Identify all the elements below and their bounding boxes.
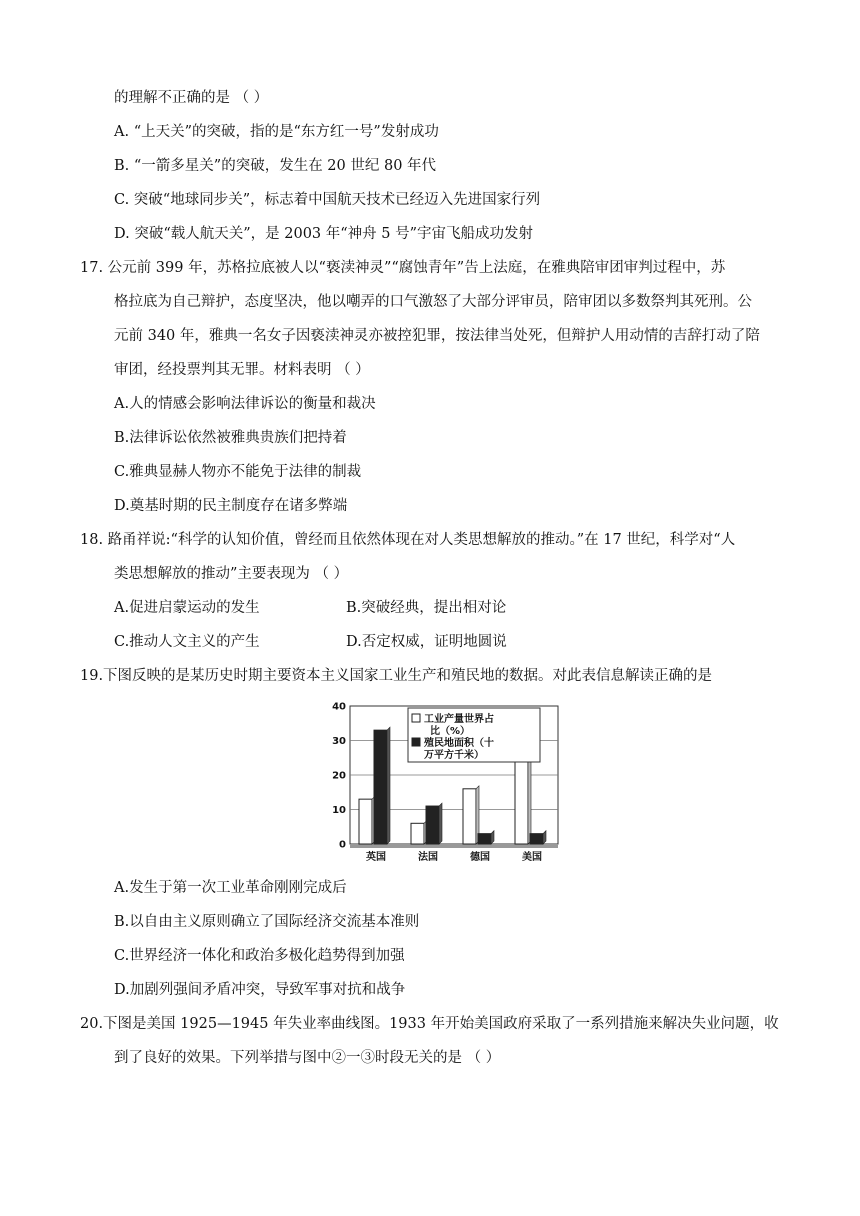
q19-option-b: B.以自由主义原则确立了国际经济交流基本准则 — [114, 914, 420, 930]
q16-option-c: C. 突破“地球同步关”，标志着中国航天技术已经迈入先进国家行列 — [114, 192, 541, 208]
q17-stem-line-3: 元前 340 年，雅典一名女子因亵渎神灵亦被控犯罪，按法律当处死，但辩护人用动情的吉辞打动了陪 — [114, 328, 760, 344]
q17-option-c: C.雅典显赫人物亦不能免于法律的制裁 — [114, 464, 362, 480]
bar-colony-1 — [426, 806, 439, 844]
bar-side-0-1 — [387, 727, 390, 844]
bar-industry-2 — [463, 789, 476, 844]
q19-option-a: A.发生于第一次工业革命刚刚完成后 — [114, 880, 347, 896]
chart-floor — [350, 844, 558, 848]
q18-option-d: D.否定权威，证明地圆说 — [346, 634, 507, 650]
x-category-label: 英国 — [366, 852, 386, 863]
legend-swatch-1 — [412, 738, 420, 746]
bar-colony-0 — [374, 730, 387, 844]
legend-label-1-0: 殖民地面积（十 — [424, 738, 494, 749]
q20-stem-line-1: 20.下图是美国 1925—1945 年失业率曲线图。1933 年开始美国政府采取了一系列措施来解决失业问题，收 — [80, 1016, 779, 1032]
q16-option-b: B. “一箭多星关”的突破，发生在 20 世纪 80 年代 — [114, 158, 437, 174]
q18-option-b: B.突破经典，提出相对论 — [346, 600, 507, 616]
q18-option-a: A.促进启蒙运动的发生 — [114, 600, 260, 616]
y-tick-label: 40 — [332, 701, 346, 713]
bar-side-1-1 — [439, 803, 442, 844]
q16-stem-tail: 的理解不正确的是 （ ） — [114, 90, 269, 106]
bar-industry-0 — [359, 799, 372, 844]
q17-option-d: D.奠基时期的民主制度存在诸多弊端 — [114, 498, 348, 514]
q17-stem-line-1: 17. 公元前 399 年，苏格拉底被人以“亵渎神灵”“腐蚀青年”告上法庭，在雅典陪审团审判过程中，苏 — [80, 260, 726, 276]
q19-stem: 19.下图反映的是某历史时期主要资本主义国家工业生产和殖民地的数据。对此表信息解读正确的是 — [80, 668, 713, 684]
bar-industry-1 — [411, 823, 424, 844]
legend-label-0-1: 比（%） — [430, 726, 471, 737]
legend-swatch-0 — [412, 714, 420, 722]
q20-stem-line-2: 到了良好的效果。下列举措与图中②一③时段无关的是 （ ） — [114, 1050, 501, 1066]
q17-option-b: B.法律诉讼依然被雅典贵族们把持着 — [114, 430, 347, 446]
x-category-label: 法国 — [418, 852, 438, 863]
q19-bar-chart — [326, 696, 566, 864]
y-tick-label: 0 — [339, 839, 346, 851]
x-category-label: 美国 — [522, 852, 542, 863]
legend-label-1-1: 万平方千米） — [424, 750, 484, 761]
q16-option-d: D. 突破“载人航天关”，是 2003 年“神舟 5 号”宇宙飞船成功发射 — [114, 226, 534, 242]
x-category-label: 德国 — [470, 852, 490, 863]
bar-colony-2 — [478, 834, 491, 844]
q19-option-d: D.加剧列强间矛盾冲突，导致军事对抗和战争 — [114, 982, 406, 998]
q16-option-a: A. “上天关”的突破，指的是“东方红一号”发射成功 — [114, 124, 439, 140]
legend-label-0-0: 工业产量世界占 — [424, 714, 494, 725]
y-tick-label: 10 — [332, 805, 346, 816]
q17-option-a: A.人的情感会影响法律诉讼的衡量和裁决 — [114, 396, 376, 412]
q19-option-c: C.世界经济一体化和政治多极化趋势得到加强 — [114, 948, 405, 964]
y-tick-label: 20 — [332, 770, 346, 782]
q17-stem-line-2: 格拉底为自己辩护，态度坚决，他以嘲弄的口气激怒了大部分评审员，陪审团以多数祭判其死刑。公 — [114, 294, 752, 310]
q17-stem-line-4: 审团，经投票判其无罪。材料表明 （ ） — [114, 362, 370, 378]
q18-option-c: C.推动人文主义的产生 — [114, 634, 260, 650]
q18-stem-line-2: 类思想解放的推动”主要表现为 （ ） — [114, 566, 349, 582]
bar-colony-3 — [530, 834, 543, 844]
q18-stem-line-1: 18. 路甬祥说:“科学的认知价值，曾经而且依然体现在对人类思想解放的推动。”在 17 世纪，科学对“人 — [80, 532, 736, 548]
y-tick-label: 30 — [332, 736, 346, 747]
